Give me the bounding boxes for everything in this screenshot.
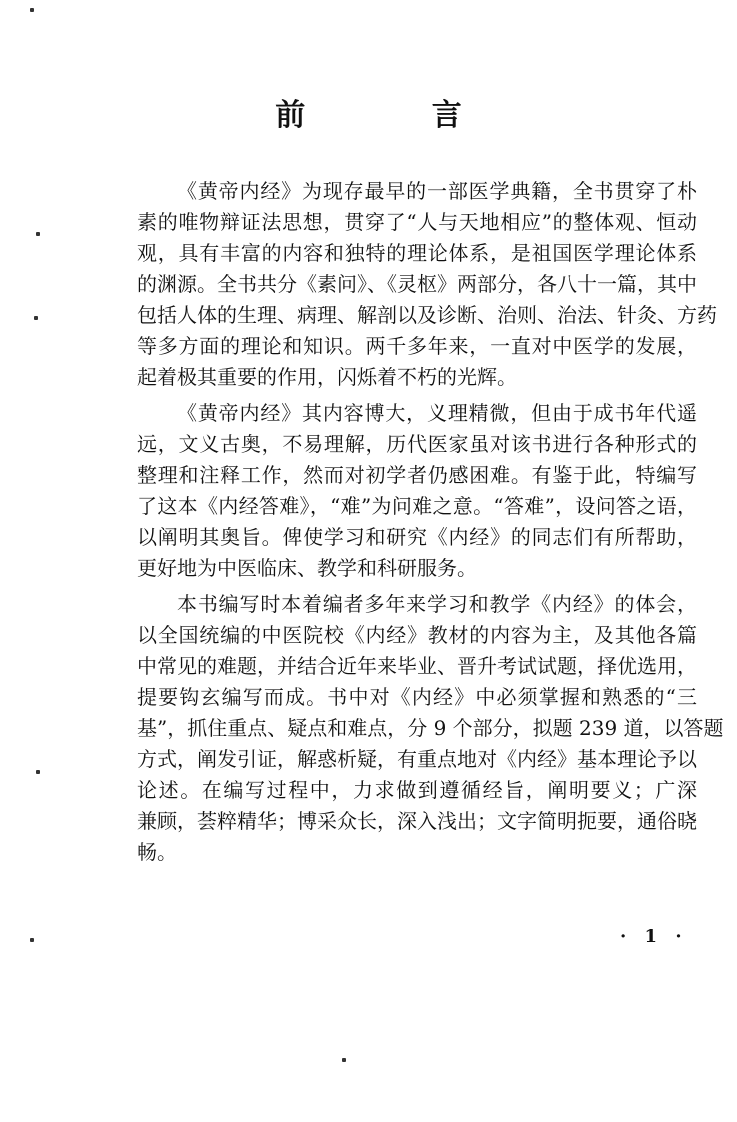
preface-body — [137, 176, 724, 873]
text-line: 远，文义古奥，不易理解，历代医家虽对该书进行各种形式的 — [137, 432, 697, 456]
scan-speck — [342, 1058, 346, 1062]
text-line: 中常见的难题，并结合近年来毕业、晋升考试试题，择优选用， — [137, 654, 697, 678]
text-line: 的渊源。全书共分《素问》、《灵枢》两部分，各八十一篇，其中 — [137, 272, 697, 296]
text-line: 更好地为中医临床、教学和科研服务。 — [137, 556, 477, 580]
text-line: 基”，抓住重点、疑点和难点，分 9 个部分，拟题 239 道，以答题 — [137, 716, 724, 740]
text-line: 整理和注释工作，然而对初学者仍感困难。有鉴于此，特编写 — [137, 463, 697, 487]
scan-speck — [36, 232, 40, 236]
paragraph-3 — [137, 589, 724, 868]
text-line: 以阐明其奥旨。俾使学习和研究《内经》的同志们有所帮助， — [137, 525, 697, 549]
page-number: · 1 · — [620, 926, 688, 947]
text-line: 包括人体的生理、病理、解剖以及诊断、治则、治法、针灸、方药 — [137, 303, 717, 327]
text-line: 论述。在编写过程中，力求做到遵循经旨，阐明要义；广深 — [137, 778, 697, 802]
text-line: 《黄帝内经》其内容博大，义理精微，但由于成书年代遥 — [177, 401, 697, 425]
page-title: 前 言 — [275, 98, 520, 133]
text-line: 观，具有丰富的内容和独特的理论体系，是祖国医学理论体系 — [137, 241, 697, 265]
text-line: 畅。 — [137, 840, 177, 864]
scan-speck — [34, 316, 38, 320]
text-line: 了这本《内经答难》，“难”为问难之意。“答难”，设问答之语， — [137, 494, 697, 518]
paragraph-1 — [137, 176, 717, 393]
text-line: 兼顾，荟粹精华；博采众长，深入浅出；文字简明扼要，通俗晓 — [137, 809, 697, 833]
scan-speck — [30, 938, 34, 942]
text-line: 以全国统编的中医院校《内经》教材的内容为主，及其他各篇 — [137, 623, 697, 647]
paragraph-2 — [137, 398, 697, 584]
text-line: 《黄帝内经》为现存最早的一部医学典籍，全书贯穿了朴 — [177, 179, 697, 203]
text-line: 起着极其重要的作用，闪烁着不朽的光辉。 — [137, 365, 517, 389]
text-line: 提要钩玄编写而成。书中对《内经》中必须掌握和熟悉的“三 — [137, 685, 697, 709]
text-line: 本书编写时本着编者多年来学习和教学《内经》的体会， — [177, 592, 697, 616]
text-line: 等多方面的理论和知识。两千多年来，一直对中医学的发展， — [137, 334, 697, 358]
text-line: 方式，阐发引证，解惑析疑，有重点地对《内经》基本理论予以 — [137, 747, 697, 771]
scan-speck — [30, 8, 34, 12]
text-line: 素的唯物辩证法思想，贯穿了“人与天地相应”的整体观、恒动 — [137, 210, 697, 234]
scan-speck — [36, 770, 40, 774]
